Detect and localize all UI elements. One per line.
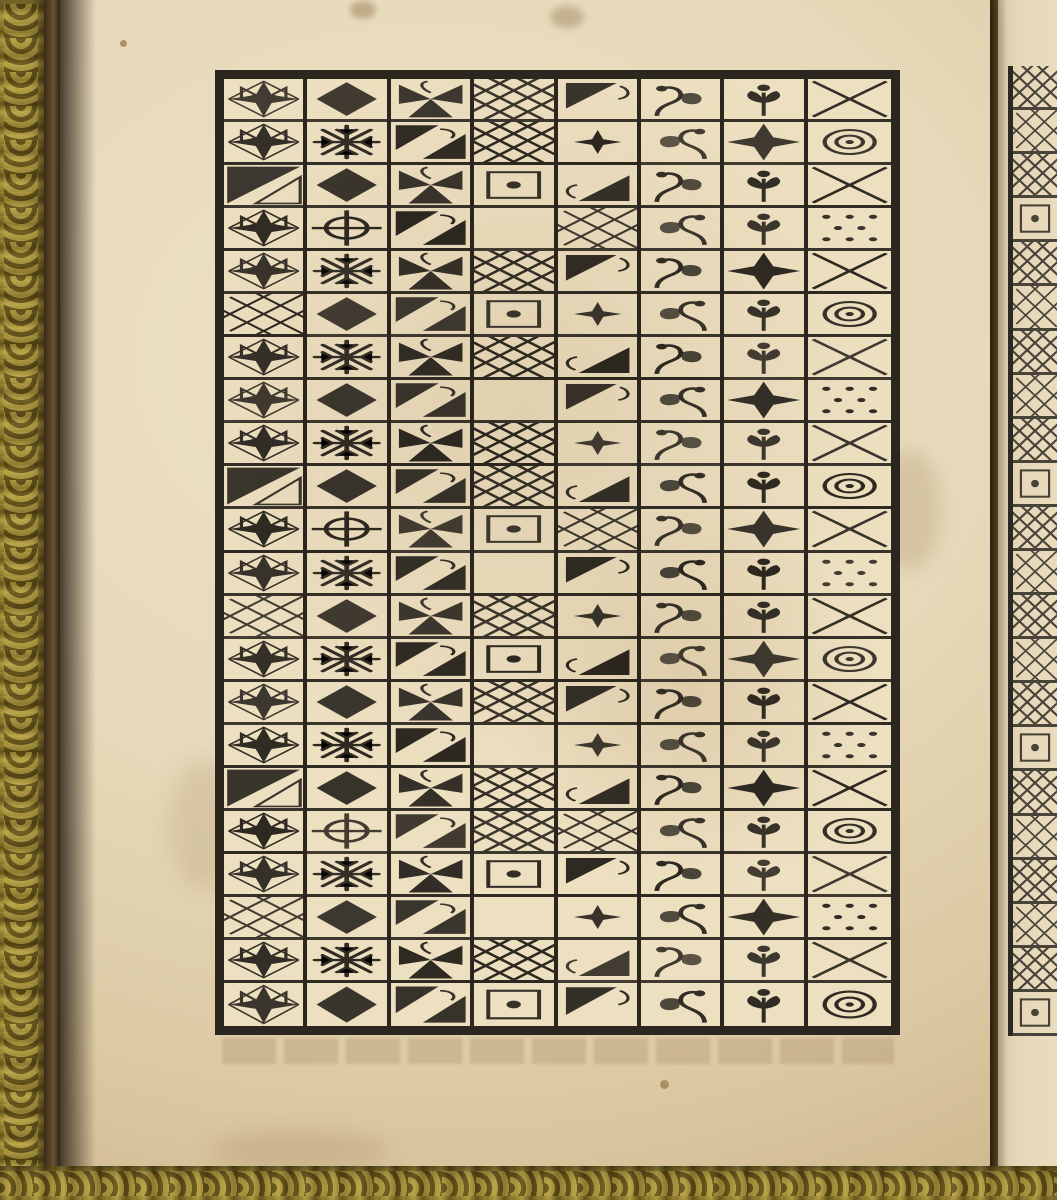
- pattern-cell: [808, 940, 891, 983]
- pattern-cell: [558, 940, 637, 983]
- cover-left-board: [44, 0, 60, 1200]
- pattern-cell: [391, 596, 470, 639]
- recto-pattern-cell: [1013, 110, 1057, 154]
- pattern-woodcut: [215, 70, 900, 1035]
- pattern-cell: [641, 122, 720, 165]
- recto-pattern-cell: [1013, 375, 1057, 419]
- pattern-cell: [808, 682, 891, 725]
- pattern-cell: [224, 768, 303, 811]
- pattern-cell: [808, 725, 891, 768]
- recto-pattern-cell: [1013, 948, 1057, 992]
- recto-pattern-cell: [1013, 904, 1057, 948]
- pattern-cell: [641, 596, 720, 639]
- pattern-cell: [224, 811, 303, 854]
- pattern-cell: [307, 423, 386, 466]
- pattern-cell: [558, 423, 637, 466]
- pattern-cell: [224, 122, 303, 165]
- pattern-cell: [391, 380, 470, 423]
- pattern-cell: [391, 122, 470, 165]
- pattern-cell: [641, 983, 720, 1026]
- pattern-cell: [474, 682, 553, 725]
- pattern-cell: [558, 380, 637, 423]
- pattern-cell: [391, 940, 470, 983]
- pattern-cell: [224, 983, 303, 1026]
- pattern-cell: [808, 509, 891, 552]
- pattern-cell: [307, 940, 386, 983]
- pattern-cell: [307, 725, 386, 768]
- pattern-cell: [641, 466, 720, 509]
- recto-pattern-fragment: [1008, 66, 1057, 1036]
- pattern-cell: [307, 854, 386, 897]
- pattern-column: [724, 79, 807, 1026]
- pattern-cell: [391, 983, 470, 1026]
- pattern-cell: [307, 208, 386, 251]
- pattern-cell: [724, 639, 803, 682]
- pattern-cell: [558, 596, 637, 639]
- pattern-cell: [474, 768, 553, 811]
- pattern-cell: [307, 509, 386, 552]
- pattern-cell: [724, 337, 803, 380]
- pattern-cell: [307, 596, 386, 639]
- pattern-cell: [558, 811, 637, 854]
- pattern-cell: [474, 725, 553, 768]
- pattern-cell: [224, 553, 303, 596]
- pattern-cell: [724, 768, 803, 811]
- pattern-cell: [641, 897, 720, 940]
- pattern-cell: [808, 466, 891, 509]
- pattern-cell: [224, 940, 303, 983]
- pattern-cell: [307, 165, 386, 208]
- pattern-cell: [307, 768, 386, 811]
- pattern-cell: [558, 897, 637, 940]
- recto-pattern-cell: [1013, 242, 1057, 286]
- pattern-cell: [307, 682, 386, 725]
- pattern-cell: [808, 596, 891, 639]
- pattern-column: [558, 79, 641, 1026]
- pattern-cell: [724, 940, 803, 983]
- pattern-cell: [724, 509, 803, 552]
- cover-bottom-edge: [0, 1166, 1057, 1200]
- pattern-cell: [558, 553, 637, 596]
- pattern-cell: [474, 639, 553, 682]
- pattern-cell: [391, 811, 470, 854]
- recto-pattern-cell: [1013, 639, 1057, 683]
- pattern-cell: [307, 466, 386, 509]
- pattern-cell: [391, 208, 470, 251]
- recto-pattern-cell: [1013, 683, 1057, 727]
- pattern-cell: [391, 897, 470, 940]
- pattern-cell: [724, 251, 803, 294]
- pattern-cell: [724, 380, 803, 423]
- pattern-cell: [808, 79, 891, 122]
- pattern-cell: [808, 983, 891, 1026]
- pattern-cell: [391, 682, 470, 725]
- pattern-cell: [474, 466, 553, 509]
- pattern-cell: [808, 165, 891, 208]
- pattern-column: [307, 79, 390, 1026]
- pattern-cell: [224, 165, 303, 208]
- recto-pattern-cell: [1013, 154, 1057, 198]
- cover-left-edge: [0, 0, 44, 1200]
- pattern-cell: [724, 811, 803, 854]
- pattern-cell: [724, 208, 803, 251]
- pattern-cell: [808, 380, 891, 423]
- pattern-cell: [641, 380, 720, 423]
- pattern-cell: [808, 897, 891, 940]
- pattern-cell: [307, 79, 386, 122]
- pattern-cell: [224, 337, 303, 380]
- pattern-cell: [307, 897, 386, 940]
- recto-pattern-cell: [1013, 331, 1057, 375]
- pattern-cell: [724, 725, 803, 768]
- pattern-cell: [224, 208, 303, 251]
- pattern-cell: [558, 165, 637, 208]
- pattern-cell: [307, 380, 386, 423]
- pattern-cell: [474, 983, 553, 1026]
- pattern-cell: [641, 251, 720, 294]
- pattern-column: [391, 79, 474, 1026]
- recto-pattern-cell: [1013, 507, 1057, 551]
- pattern-cell: [558, 983, 637, 1026]
- pattern-cell: [391, 553, 470, 596]
- pattern-cell: [808, 423, 891, 466]
- pattern-cell: [808, 251, 891, 294]
- pattern-cell: [474, 811, 553, 854]
- pattern-cell: [558, 768, 637, 811]
- pattern-cell: [224, 79, 303, 122]
- pattern-cell: [558, 251, 637, 294]
- pattern-cell: [558, 122, 637, 165]
- recto-pattern-cell: [1013, 816, 1057, 860]
- pattern-cell: [808, 811, 891, 854]
- recto-pattern-cell: [1013, 860, 1057, 904]
- pattern-cell: [558, 854, 637, 897]
- pattern-cell: [558, 79, 637, 122]
- pattern-cell: [641, 639, 720, 682]
- pattern-cell: [224, 466, 303, 509]
- pattern-cell: [474, 380, 553, 423]
- pattern-cell: [641, 553, 720, 596]
- pattern-cell: [808, 337, 891, 380]
- pattern-cell: [808, 768, 891, 811]
- offset-ghost-print: [222, 1038, 894, 1064]
- pattern-cell: [808, 208, 891, 251]
- recto-pattern-cell: [1013, 595, 1057, 639]
- pattern-cell: [474, 79, 553, 122]
- pattern-column: [641, 79, 724, 1026]
- pattern-cell: [307, 122, 386, 165]
- pattern-cell: [641, 337, 720, 380]
- recto-pattern-cell: [1013, 419, 1057, 463]
- pattern-cell: [474, 337, 553, 380]
- pattern-cell: [474, 509, 553, 552]
- pattern-cell: [558, 725, 637, 768]
- pattern-cell: [808, 553, 891, 596]
- pattern-cell: [724, 466, 803, 509]
- pattern-cell: [558, 337, 637, 380]
- recto-pattern-cell: [1013, 66, 1057, 110]
- pattern-cell: [391, 79, 470, 122]
- pattern-cell: [391, 639, 470, 682]
- pattern-cell: [724, 682, 803, 725]
- pattern-cell: [307, 811, 386, 854]
- pattern-cell: [224, 509, 303, 552]
- pattern-cell: [224, 854, 303, 897]
- pattern-cell: [641, 811, 720, 854]
- pattern-cell: [307, 983, 386, 1026]
- pattern-cell: [224, 294, 303, 337]
- pattern-cell: [641, 682, 720, 725]
- pattern-cell: [808, 854, 891, 897]
- pattern-cell: [641, 423, 720, 466]
- recto-pattern-cell: [1013, 727, 1057, 771]
- pattern-cell: [474, 596, 553, 639]
- pattern-cell: [558, 466, 637, 509]
- pattern-cell: [474, 553, 553, 596]
- pattern-cell: [808, 122, 891, 165]
- pattern-cell: [391, 768, 470, 811]
- pattern-cell: [724, 423, 803, 466]
- recto-pattern-cell: [1013, 551, 1057, 595]
- pattern-cell: [558, 639, 637, 682]
- pattern-cell: [224, 897, 303, 940]
- pattern-cell: [641, 208, 720, 251]
- pattern-cell: [474, 165, 553, 208]
- pattern-cell: [474, 208, 553, 251]
- pattern-cell: [474, 294, 553, 337]
- pattern-cell: [641, 768, 720, 811]
- pattern-cell: [558, 682, 637, 725]
- pattern-column: [808, 79, 891, 1026]
- pattern-cell: [724, 983, 803, 1026]
- pattern-cell: [558, 294, 637, 337]
- pattern-cell: [391, 509, 470, 552]
- recto-pattern-cell: [1013, 286, 1057, 330]
- pattern-cell: [724, 897, 803, 940]
- pattern-cell: [224, 639, 303, 682]
- pattern-cell: [307, 251, 386, 294]
- pattern-cell: [224, 423, 303, 466]
- recto-pattern-cell: [1013, 771, 1057, 815]
- pattern-cell: [391, 423, 470, 466]
- pattern-cell: [307, 294, 386, 337]
- book-gutter-shadow: [56, 0, 96, 1200]
- pattern-cell: [808, 294, 891, 337]
- pattern-cell: [307, 553, 386, 596]
- pattern-cell: [391, 337, 470, 380]
- pattern-cell: [391, 251, 470, 294]
- pattern-cell: [558, 509, 637, 552]
- pattern-column: [224, 79, 307, 1026]
- pattern-cell: [808, 639, 891, 682]
- pattern-cell: [724, 79, 803, 122]
- pattern-cell: [474, 122, 553, 165]
- recto-pattern-cell: [1013, 198, 1057, 242]
- pattern-cell: [391, 725, 470, 768]
- pattern-column: [474, 79, 557, 1026]
- pattern-cell: [307, 337, 386, 380]
- pattern-cell: [641, 79, 720, 122]
- pattern-cell: [474, 251, 553, 294]
- pattern-cell: [307, 639, 386, 682]
- pattern-cell: [391, 294, 470, 337]
- pattern-cell: [474, 897, 553, 940]
- pattern-cell: [641, 940, 720, 983]
- pattern-cell: [224, 251, 303, 294]
- pattern-cell: [724, 553, 803, 596]
- pattern-cell: [641, 509, 720, 552]
- pattern-cell: [724, 854, 803, 897]
- pattern-cell: [641, 165, 720, 208]
- pattern-cell: [724, 122, 803, 165]
- pattern-cell: [724, 294, 803, 337]
- pattern-cell: [224, 725, 303, 768]
- pattern-cell: [641, 725, 720, 768]
- recto-pattern-cell: [1013, 463, 1057, 507]
- pattern-cell: [641, 854, 720, 897]
- pattern-cell: [724, 596, 803, 639]
- pattern-cell: [224, 596, 303, 639]
- pattern-cell: [391, 854, 470, 897]
- pattern-cell: [474, 854, 553, 897]
- recto-pattern-cell: [1013, 992, 1057, 1036]
- pattern-cell: [724, 165, 803, 208]
- pattern-cell: [391, 165, 470, 208]
- pattern-cell: [558, 208, 637, 251]
- pattern-cell: [391, 466, 470, 509]
- pattern-cell: [641, 294, 720, 337]
- pattern-cell: [474, 423, 553, 466]
- pattern-cell: [224, 682, 303, 725]
- pattern-cell: [474, 940, 553, 983]
- pattern-cell: [224, 380, 303, 423]
